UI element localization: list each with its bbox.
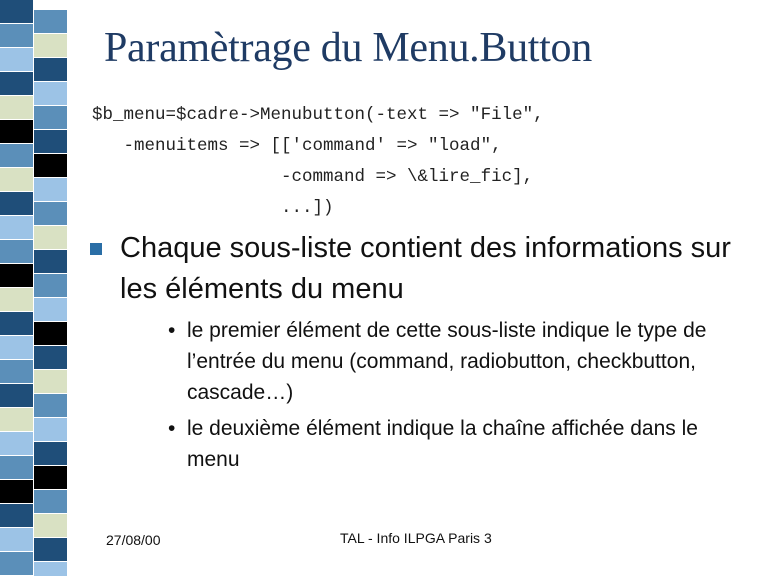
strip-block [34, 394, 67, 417]
strip-block [0, 24, 33, 47]
strip-block [0, 72, 33, 95]
strip-block [34, 202, 67, 225]
strip-block [34, 562, 67, 576]
strip-block [34, 370, 67, 393]
strip-block [0, 288, 33, 311]
strip-block [34, 514, 67, 537]
strip-block [0, 96, 33, 119]
strip-block [34, 274, 67, 297]
strip-block [0, 480, 33, 503]
strip-block [34, 34, 67, 57]
dot-bullet-icon: • [168, 417, 176, 440]
strip-block [0, 216, 33, 239]
decorative-side-strip [0, 0, 70, 576]
strip-block [34, 10, 67, 33]
strip-block [0, 552, 33, 575]
footer-date: 27/08/00 [106, 532, 161, 548]
strip-block [34, 82, 67, 105]
footer-center-text: TAL - Info ILPGA Paris 3 [340, 530, 492, 546]
strip-block [34, 154, 67, 177]
code-line: -command => \&lire_fic], [92, 167, 534, 187]
slide-title: Paramètrage du Menu.Button [104, 25, 592, 71]
strip-block [0, 432, 33, 455]
strip-column-right [34, 0, 67, 576]
strip-block [0, 360, 33, 383]
strip-column-left [0, 0, 33, 576]
code-block [92, 100, 544, 224]
strip-block [0, 0, 33, 23]
strip-block [34, 58, 67, 81]
strip-block [0, 408, 33, 431]
strip-block [34, 418, 67, 441]
strip-block [0, 312, 33, 335]
strip-block [34, 298, 67, 321]
strip-block [0, 48, 33, 71]
sub-bullet-text: le deuxième élément indique la chaîne affichée dans le menu [187, 417, 698, 471]
strip-block [0, 504, 33, 527]
square-bullet-icon [90, 243, 102, 255]
strip-block [34, 226, 67, 249]
code-line: $b_menu=$cadre->Menubutton(-text => "File", [92, 105, 544, 125]
code-line: ...]) [92, 198, 334, 218]
strip-block [0, 456, 33, 479]
strip-block [0, 384, 33, 407]
strip-block [34, 490, 67, 513]
strip-block [0, 336, 33, 359]
strip-block [34, 250, 67, 273]
main-bullet-text: Chaque sous-liste contient des informations sur les éléments du menu [120, 232, 731, 305]
strip-block [0, 144, 33, 167]
strip-block [0, 528, 33, 551]
strip-block [34, 322, 67, 345]
code-line: -menuitems => [['command' => "load", [92, 136, 502, 156]
strip-block [34, 106, 67, 129]
strip-block [0, 120, 33, 143]
strip-block [34, 346, 67, 369]
strip-block [0, 192, 33, 215]
strip-block [0, 240, 33, 263]
strip-block [34, 538, 67, 561]
dot-bullet-icon: • [168, 319, 176, 342]
strip-block [0, 264, 33, 287]
strip-block [34, 466, 67, 489]
strip-block [34, 130, 67, 153]
strip-block [34, 442, 67, 465]
strip-block [0, 168, 33, 191]
strip-block [34, 178, 67, 201]
sub-bullet-text: le premier élément de cette sous-liste indique le type de l’entrée du menu (command, radiobutton, checkbutton, cascade…) [187, 319, 707, 404]
